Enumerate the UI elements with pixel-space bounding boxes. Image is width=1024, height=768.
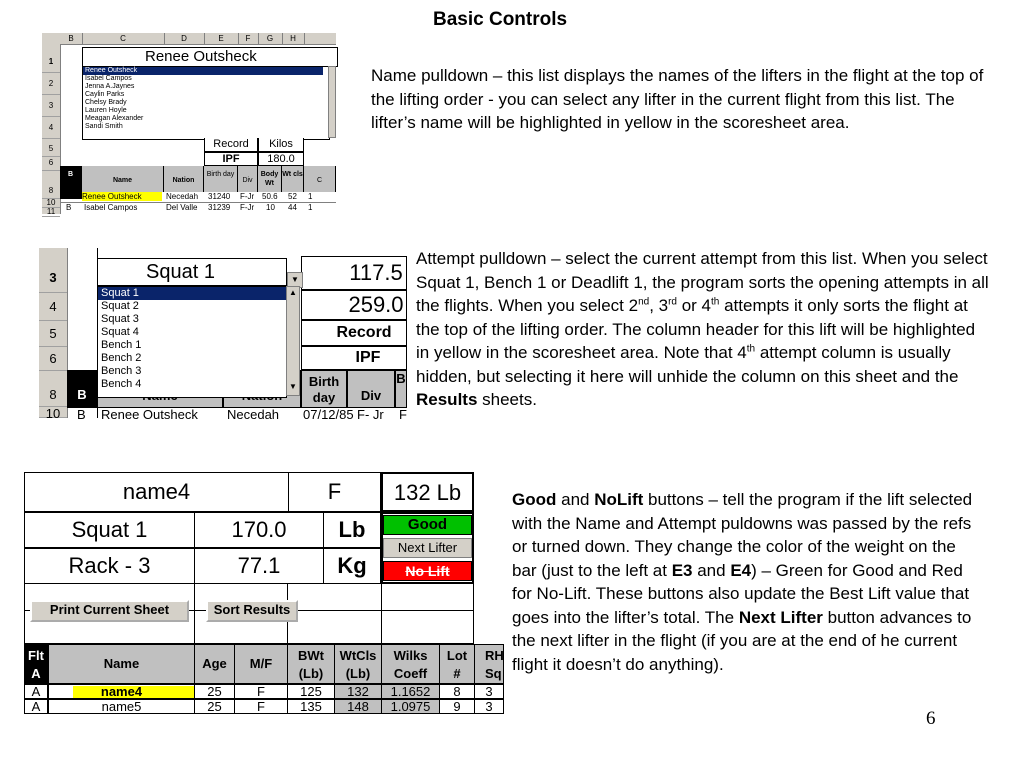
col-header: H	[282, 33, 305, 44]
row-header: 5	[39, 321, 67, 347]
col-header: C	[82, 33, 165, 44]
row-age: 25	[194, 684, 235, 699]
name-combo[interactable]: Renee Outsheck	[82, 47, 338, 67]
list-item[interactable]: Squat 1	[98, 287, 286, 300]
scroll-up-icon[interactable]: ▲	[289, 288, 297, 297]
table-row: B Renee Outsheck Necedah 31240 F-Jr 50.6 52 1	[60, 192, 336, 203]
weight-class: 132 Lb	[381, 472, 474, 512]
list-scrollbar[interactable]	[286, 286, 300, 396]
scroll-down-icon[interactable]: ▼	[289, 382, 297, 391]
row-header: 3	[39, 263, 67, 293]
attempt-weight-2: 259.0	[301, 290, 407, 320]
ipf-value: 180.0	[258, 152, 304, 166]
list-item[interactable]: Jenna A.Jaynes	[85, 83, 135, 90]
lifter-name: name4	[24, 472, 289, 512]
header-flight: Flt A	[24, 644, 48, 684]
row-wtcls: 132	[334, 684, 382, 699]
row-lot: 8	[439, 684, 475, 699]
page-number: 6	[926, 708, 936, 729]
name-pulldown-screenshot	[42, 33, 336, 214]
row-header: 3	[42, 96, 60, 117]
current-attempt: Squat 1	[24, 512, 195, 548]
row-header: 8	[42, 172, 60, 199]
row-wilks: 1.0975	[381, 699, 440, 714]
row-mf: F	[234, 684, 288, 699]
print-current-sheet-button[interactable]: Print Current Sheet	[30, 600, 189, 622]
list-scrollbar[interactable]	[328, 66, 336, 138]
list-item[interactable]: Lauren Hoyle	[85, 107, 127, 114]
row-header: 1	[42, 52, 60, 73]
row-mf: F	[234, 699, 288, 714]
header-mf: M/F	[234, 644, 288, 684]
list-item[interactable]: Bench 2	[101, 352, 142, 364]
row-wilks: 1.1652	[381, 684, 440, 699]
row-headers	[39, 248, 68, 421]
row-flight: A	[24, 684, 48, 699]
row-header: 4	[42, 118, 60, 139]
row-bwt: 135	[287, 699, 335, 714]
header-bwt: BWt (Lb)	[287, 644, 335, 684]
row-name-cell: name4	[48, 684, 195, 699]
lifter-sex: F	[288, 472, 381, 512]
list-item[interactable]: Squat 4	[101, 326, 139, 338]
list-item[interactable]: Squat 2	[101, 300, 139, 312]
ipf-label: IPF	[204, 152, 258, 166]
table-row: B Renee Outsheck Necedah 07/12/85 F- Jr F	[77, 407, 407, 422]
header-birthday: Birth day	[301, 370, 347, 408]
list-item[interactable]: Meagan Alexander	[85, 115, 144, 122]
name-pulldown-description: Name pulldown – this list displays the names of the lifters in the flight at the top of the lifting order - you can select any lifter in the current flight from this list. The lifter’s name will be highlighted in yellow in the scoresheet area.	[371, 66, 984, 132]
list-item[interactable]: Bench 1	[101, 339, 142, 351]
header-cell: C	[304, 166, 336, 192]
col-header: G	[258, 33, 283, 44]
row-header: 11	[42, 207, 60, 217]
list-item[interactable]: Bench 3	[101, 365, 142, 377]
list-item[interactable]: Squat 3	[101, 313, 139, 325]
row-age: 25	[194, 699, 235, 714]
row-header: 6	[39, 347, 67, 371]
header-cell: Wt cls	[282, 166, 304, 192]
col-header: B	[60, 33, 83, 44]
column-headers	[42, 33, 336, 45]
row-header: 4	[39, 293, 67, 321]
header-extra: B	[395, 370, 407, 408]
attempt-weight-1: 117.5	[301, 256, 407, 290]
unit-lb: Lb	[323, 512, 381, 548]
header-age: Age	[194, 644, 235, 684]
row-header: 5	[42, 142, 60, 157]
list-item[interactable]: Caylin Parks	[85, 91, 125, 98]
kilos-label: Kilos	[258, 138, 304, 152]
attempt-pulldown-screenshot	[39, 248, 407, 422]
list-item[interactable]: Bench 4	[101, 378, 142, 390]
header-cell: B	[60, 166, 82, 192]
header-wtcls: WtCls (Lb)	[334, 644, 382, 684]
row-rh: 3	[474, 684, 504, 699]
ipf-label: IPF	[301, 346, 407, 370]
col-header: D	[164, 33, 205, 44]
header-cell: Div	[238, 166, 258, 192]
row-bwt: 125	[287, 684, 335, 699]
name-list[interactable]	[82, 66, 330, 140]
row-headers	[42, 44, 61, 214]
row-header: 8	[39, 371, 67, 407]
header-cell: Name	[82, 166, 164, 192]
attempt-weight: 170.0	[194, 512, 324, 548]
row-header: 10	[39, 407, 67, 418]
header-cell: Body Wt	[258, 166, 282, 192]
col-header: F	[238, 33, 259, 44]
dropdown-arrow-icon[interactable]: ▼	[287, 272, 303, 288]
scoresheet-screenshot	[22, 472, 504, 714]
row-header: 10	[42, 198, 60, 208]
list-item[interactable]: Sandi Smith	[85, 123, 123, 130]
row-name-cell: name5	[48, 699, 195, 714]
list-item[interactable]: Chelsy Brady	[85, 99, 127, 106]
good-button[interactable]: Good	[383, 515, 472, 535]
attempt-pulldown-description: Attempt pulldown – select the current attempt from this list. When you select Squat 1, Bench 1 or Deadlift 1, the program sorts the opening attempts in all the flights. When you select 2nd, 3rd or 4th attempts it only sorts the flight at the top of the lifting order. The column header for this lift will be highlighted in yellow in the scoresheet area. Note that 4th attempt column is usually hidden, but selecting it here will unhide the column on this sheet and the Results sheets.	[416, 249, 989, 409]
attempt-list[interactable]	[97, 286, 287, 398]
header-lot: Lot #	[439, 644, 475, 684]
record-label: Record	[301, 320, 407, 346]
header-cell: Birth day	[204, 166, 238, 192]
header-rh-sq: RH Sq	[474, 644, 504, 684]
table-row: B Isabel Campos Del Valle 31239 F-Jr 10 44 1	[66, 203, 313, 212]
attempt-combo[interactable]: Squat 1	[97, 258, 287, 286]
next-lifter-button[interactable]: Next Lifter	[383, 538, 472, 558]
row-header: 2	[42, 74, 60, 95]
header-div: Div	[347, 370, 395, 408]
record-label: Record	[204, 138, 258, 152]
list-item[interactable]: Isabel Campos	[85, 75, 132, 82]
list-item[interactable]: Renee Outsheck	[83, 67, 323, 75]
row-flight: A	[24, 699, 48, 714]
table-header	[60, 166, 336, 192]
rack-setting: Rack - 3	[24, 548, 195, 584]
row-rh: 3	[474, 699, 504, 714]
header-name: Name	[48, 644, 195, 684]
col-header: E	[204, 33, 239, 44]
unit-kg: Kg	[323, 548, 381, 584]
header-wilks: Wilks Coeff	[381, 644, 440, 684]
result-buttons-description: Good and NoLift buttons – tell the program if the lift selected with the Name and Attempt puldowns was passed by the refs or turned down. They change the color of the weight on the bar (just to the left at E3 and E4) – Green for Good and Red for No-Lift. These buttons also update the Best Lift value that goes into the lifter’s total. The Next Lifter button advances to the next lifter in the flight (if you are at the end of he current flight it doesn’t do anything).	[512, 490, 973, 674]
rack-weight-kg: 77.1	[194, 548, 324, 584]
no-lift-button[interactable]: No Lift	[383, 561, 472, 581]
header-cell: Nation	[164, 166, 204, 192]
sort-results-button[interactable]: Sort Results	[206, 600, 298, 622]
row-lot: 9	[439, 699, 475, 714]
row-wtcls: 148	[334, 699, 382, 714]
header-flight: B	[67, 370, 97, 408]
row-header: 6	[42, 156, 60, 171]
